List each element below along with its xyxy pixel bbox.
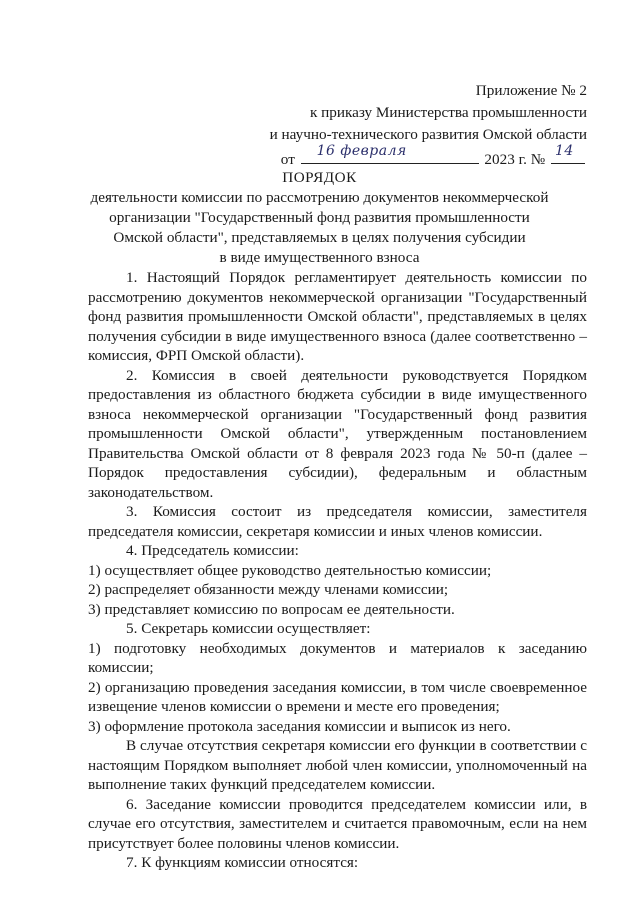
paragraph-6: 6. Заседание комиссии проводится председателем комиссии или, в случае его отсутствия, заместителем и считается правомочным, если на нем присутствует более половины членов комиссии. [88,795,587,852]
year-text: 2023 г. № [484,151,546,168]
list-item-4-1: 1) осуществляет общее руководство деятельностью комиссии; [88,561,492,579]
number-field [551,143,585,164]
appendix-header [270,80,587,171]
list-item-5-1: 1) подготовку необходимых документов и материалов к заседанию комиссии; [88,639,587,676]
handwritten-date: 16 февраля [316,143,407,159]
paragraph-5-note: В случае отсутствия секретаря комиссии его функции в соответствии с настоящим Порядком выполняет любой член комиссии, уполномоченный на выполнение таких функций председателем комиссии. [88,737,587,793]
handwritten-number: 14 [555,143,574,159]
list-item-4-2: 2) распределяет обязанности между членами комиссии; [88,581,449,598]
list-item-5-2: 2) организацию проведения заседания комиссии, в том числе своевременное извещение членов комиссии о времени и месте его проведения; [88,678,587,715]
document-title [52,168,587,268]
title-line: организации "Государственный фонд развития промышленности [109,209,530,226]
date-field [301,143,479,164]
document-body [88,268,587,873]
paragraph-4: 4. Председатель комиссии: [126,542,299,559]
paragraph-2: 2. Комиссия в своей деятельности руководствуется Порядком предоставления из областного бюджета субсидии в виде имущественного взноса некоммерческой организации "Государственный фонд развития промышленности Омской области", утвержденным постановлением Правительства Омской области от 8 февраля 2023 года № 50-п (далее – Порядок предоставления субсидии), федеральным и областным законодательством. [88,366,587,501]
appendix-order-ref: к приказу Министерства промышленности [309,104,587,121]
appendix-ministry: и научно-технического развития Омской области [269,126,587,143]
title-line: деятельности комиссии по рассмотрению документов некоммерческой [90,189,549,206]
title-line: в виде имущественного взноса [219,249,420,266]
title-heading: ПОРЯДОК [282,169,357,186]
list-item-4-3: 3) представляет комиссию по вопросам ее деятельности. [88,600,455,618]
title-line: Омской области", представляемых в целях получения субсидии [113,229,526,246]
paragraph-3: 3. Комиссия состоит из председателя комиссии, заместителя председателя комиссии, секретаря комиссии и иных членов комиссии. [88,503,587,540]
list-item-5-3: 3) оформление протокола заседания комиссии и выписок из него. [88,717,511,735]
paragraph-1: 1. Настоящий Порядок регламентирует деятельность комиссии по рассмотрению документов некоммерческой организации "Государственный фонд развития промышленности Омской области", представляемых в целях получения субсидии в виде имущественного взноса (далее соответственно – комиссия, ФРП Омской области). [88,269,587,364]
date-prefix: от [280,151,295,168]
paragraph-7: 7. К функциям комиссии относятся: [126,854,359,871]
paragraph-5: 5. Секретарь комиссии осуществляет: [126,620,371,637]
appendix-number: Приложение № 2 [475,82,587,99]
